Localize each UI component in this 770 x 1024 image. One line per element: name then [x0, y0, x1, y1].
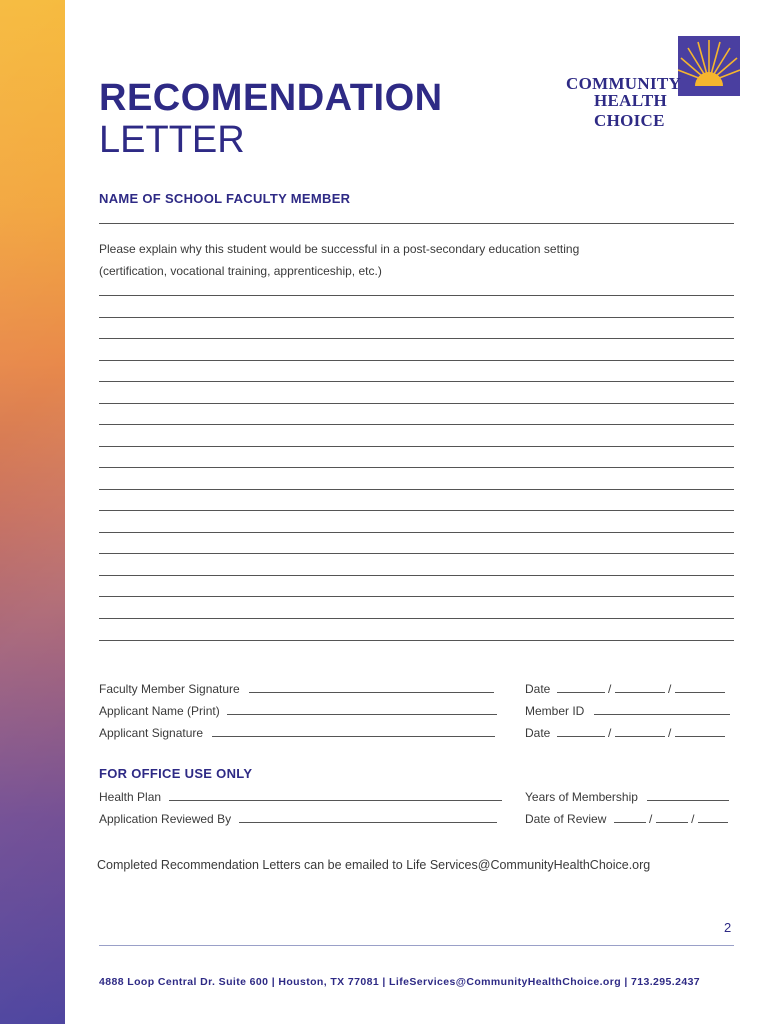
- faculty-signature-label: Faculty Member Signature: [99, 682, 240, 696]
- prompt-line-2: (certification, vocational training, apprenticeship, etc.): [99, 264, 382, 278]
- years-membership-label: Years of Membership: [525, 790, 638, 804]
- health-plan-field[interactable]: [169, 789, 502, 801]
- years-membership-row: [525, 789, 729, 804]
- reviewed-by-row: [99, 811, 497, 826]
- explanation-line[interactable]: [99, 467, 734, 468]
- explanation-line[interactable]: [99, 553, 734, 554]
- decorative-side-band: [0, 0, 65, 1024]
- date-of-review-label: Date of Review: [525, 812, 607, 826]
- review-day-field[interactable]: [656, 811, 688, 823]
- explanation-line[interactable]: [99, 295, 734, 296]
- prompt-line-1: Please explain why this student would be successful in a post-secondary education setting: [99, 242, 580, 256]
- date-label-2: Date: [525, 726, 551, 740]
- health-plan-label: Health Plan: [99, 790, 162, 804]
- page-title: RECOMENDATION: [99, 77, 443, 119]
- explanation-line[interactable]: [99, 381, 734, 382]
- member-id-row: [525, 703, 730, 718]
- member-id-field[interactable]: [594, 703, 730, 715]
- date-of-review-row: Date of Review / /: [525, 811, 728, 826]
- explanation-line[interactable]: [99, 575, 734, 576]
- page-number: 2: [724, 920, 732, 935]
- applicant-signature-field[interactable]: [212, 725, 495, 737]
- date-month-field[interactable]: [557, 681, 605, 693]
- member-id-label: Member ID: [525, 704, 585, 718]
- explanation-line[interactable]: [99, 446, 734, 447]
- applicant-name-row: [99, 703, 497, 718]
- reviewed-by-label: Application Reviewed By: [99, 812, 232, 826]
- date2-day-field[interactable]: [615, 725, 665, 737]
- explanation-line[interactable]: [99, 360, 734, 361]
- date-day-field[interactable]: [615, 681, 665, 693]
- years-membership-field[interactable]: [647, 789, 729, 801]
- explanation-line[interactable]: [99, 403, 734, 404]
- explanation-line[interactable]: [99, 424, 734, 425]
- faculty-signature-field[interactable]: [249, 681, 494, 693]
- page-subtitle: LETTER: [99, 119, 245, 161]
- explanation-line[interactable]: [99, 338, 734, 339]
- date2-year-field[interactable]: [675, 725, 725, 737]
- explanation-line[interactable]: [99, 489, 734, 490]
- date-row-1: Date / /: [525, 681, 725, 696]
- faculty-name-field[interactable]: [99, 223, 734, 224]
- date2-month-field[interactable]: [557, 725, 605, 737]
- date-row-2: Date / /: [525, 725, 725, 740]
- sunburst-logo-icon: [678, 36, 740, 96]
- faculty-name-heading: NAME OF SCHOOL FACULTY MEMBER: [99, 191, 351, 206]
- footer-divider: [99, 945, 734, 946]
- date-year-field[interactable]: [675, 681, 725, 693]
- explanation-line[interactable]: [99, 532, 734, 533]
- applicant-signature-label: Applicant Signature: [99, 726, 204, 740]
- logo-text-line2: HEALTH CHOICE: [594, 91, 667, 130]
- review-month-field[interactable]: [614, 811, 646, 823]
- applicant-signature-row: [99, 725, 495, 740]
- reviewed-by-field[interactable]: [239, 811, 497, 823]
- explanation-line[interactable]: [99, 618, 734, 619]
- explanation-line[interactable]: [99, 640, 734, 641]
- explanation-line[interactable]: [99, 510, 734, 511]
- explanation-line[interactable]: [99, 317, 734, 318]
- review-year-field[interactable]: [698, 811, 728, 823]
- logo-text-line1: COMMUNITY: [566, 74, 682, 93]
- footer-contact: 4888 Loop Central Dr. Suite 600 | Houston, TX 77081 | LifeServices@CommunityHealthChoice.org | 713.295.2437: [99, 976, 701, 988]
- faculty-signature-row: [99, 681, 494, 696]
- office-use-heading: FOR OFFICE USE ONLY: [99, 766, 253, 781]
- email-note: Completed Recommendation Letters can be emailed to Life Services@CommunityHealthChoice.org: [97, 858, 651, 872]
- explanation-line[interactable]: [99, 596, 734, 597]
- applicant-name-field[interactable]: [227, 703, 497, 715]
- community-health-choice-logo: [564, 36, 740, 130]
- date-label-1: Date: [525, 682, 551, 696]
- applicant-name-label: Applicant Name (Print): [99, 704, 220, 718]
- health-plan-row: [99, 789, 502, 804]
